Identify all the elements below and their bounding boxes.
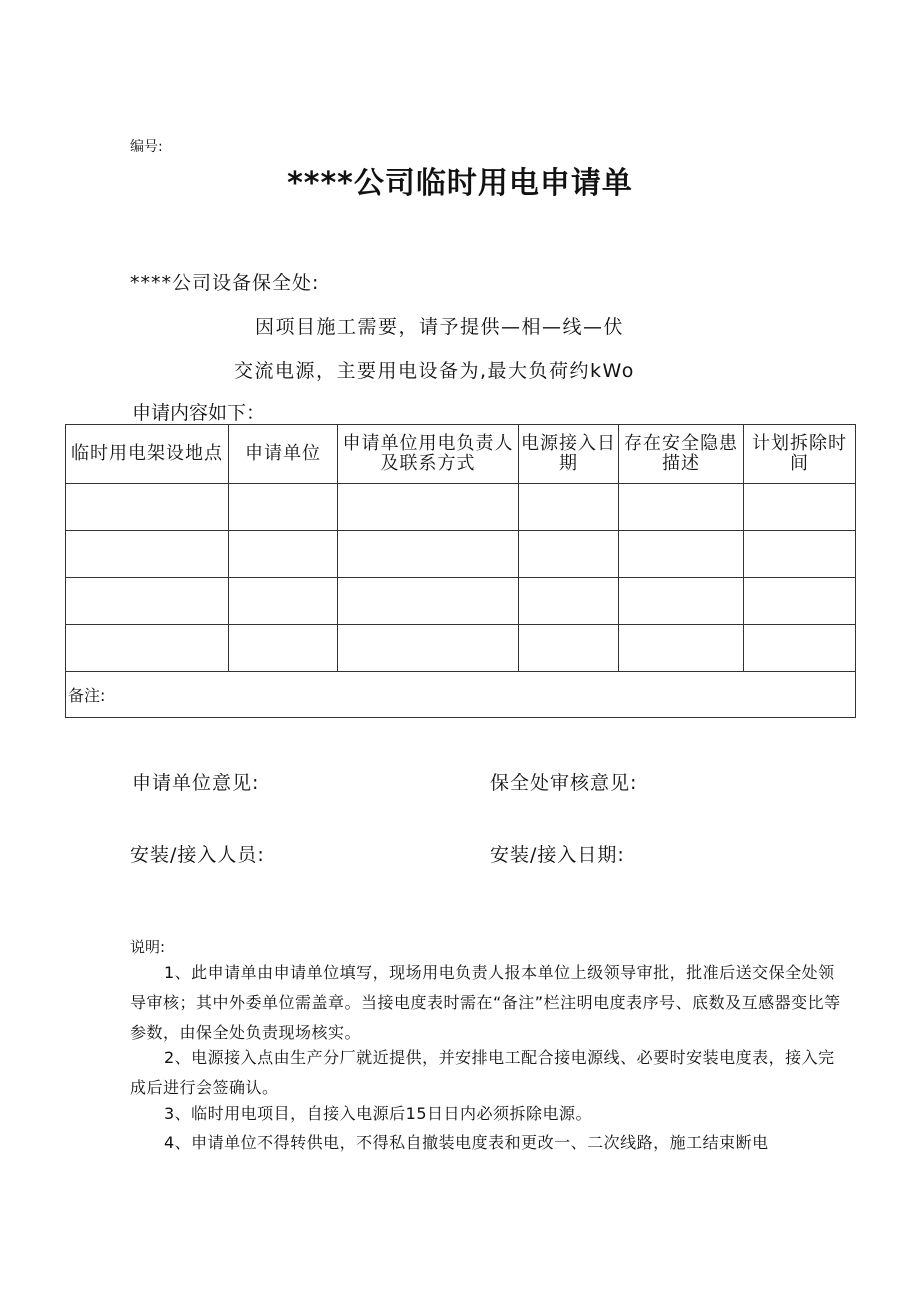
table-cell[interactable]: [229, 625, 338, 672]
table-cell[interactable]: [744, 625, 856, 672]
table-row: [66, 625, 856, 672]
notes-title: 说明:: [130, 938, 166, 956]
table-cell[interactable]: [66, 578, 229, 625]
table-cell[interactable]: [619, 625, 744, 672]
table-row: [66, 531, 856, 578]
header-applicant-unit: 申请单位: [229, 425, 338, 484]
remarks-row: [66, 672, 856, 718]
table-cell[interactable]: [229, 484, 338, 531]
header-connect-date: 电源接入日期: [519, 425, 619, 484]
application-table: [65, 424, 856, 718]
table-cell[interactable]: [229, 578, 338, 625]
table-row: [66, 578, 856, 625]
table-cell[interactable]: [66, 484, 229, 531]
header-contact-person: 申请单位用电负责人及联系方式: [338, 425, 519, 484]
header-removal-time: 计划拆除时间: [744, 425, 856, 484]
table-cell[interactable]: [744, 531, 856, 578]
table-cell[interactable]: [619, 578, 744, 625]
table-cell[interactable]: [744, 578, 856, 625]
header-location: 临时用电架设地点: [66, 425, 229, 484]
applicant-opinion-label: 申请单位意见:: [132, 772, 260, 794]
table-row: [66, 484, 856, 531]
note-item: 3、临时用电项目，自接入电源后15日日内必须拆除电源。: [164, 1104, 593, 1123]
note-item: 4、申请单位不得转供电，不得私自撤装电度表和更改一、二次线路，施工结束断电: [164, 1133, 769, 1152]
installer-label: 安装/接入人员:: [130, 844, 265, 866]
request-line-1: 因项目施工需要，请予提供—相—线—伏: [255, 316, 625, 338]
table-cell[interactable]: [519, 484, 619, 531]
table-cell[interactable]: [338, 578, 519, 625]
table-header-row: [66, 425, 856, 484]
note-item: 1、此申请单由申请单位填写，现场用电负责人报本单位上级领导审批，批准后送交保全处领导审核；其中外委单位需盖章。当接电度表时需在“备注”栏注明电度表序号、底数及互感器变比等参数，由保全处负责现场核实。: [130, 963, 841, 1042]
table-cell[interactable]: [229, 531, 338, 578]
serial-number-label: 编号:: [130, 139, 163, 155]
table-cell[interactable]: [338, 625, 519, 672]
content-intro: 申请内容如下：: [132, 402, 266, 424]
table-cell[interactable]: [519, 625, 619, 672]
table-cell[interactable]: [519, 578, 619, 625]
table-cell[interactable]: [619, 484, 744, 531]
remarks-cell[interactable]: 备注:: [66, 672, 856, 718]
table-cell[interactable]: [66, 625, 229, 672]
security-review-label: 保全处审核意见:: [490, 772, 638, 794]
table-cell[interactable]: [619, 531, 744, 578]
table-cell[interactable]: [744, 484, 856, 531]
table-cell[interactable]: [66, 531, 229, 578]
form-title: ****公司临时用电申请单: [287, 166, 633, 201]
install-date-label: 安装/接入日期:: [490, 844, 625, 866]
addressee: ****公司设备保全处:: [130, 272, 320, 294]
header-hazard-description: 存在安全隐患描述: [619, 425, 744, 484]
note-item: 2、电源接入点由生产分厂就近提供，并安排电工配合接电源线、必要时安装电度表，接入完成后进行会签确认。: [130, 1048, 835, 1097]
table-cell[interactable]: [519, 531, 619, 578]
request-line-2: 交流电源，主要用电设备为,最大负荷约kWo: [234, 360, 635, 382]
table-cell[interactable]: [338, 484, 519, 531]
table-cell[interactable]: [338, 531, 519, 578]
